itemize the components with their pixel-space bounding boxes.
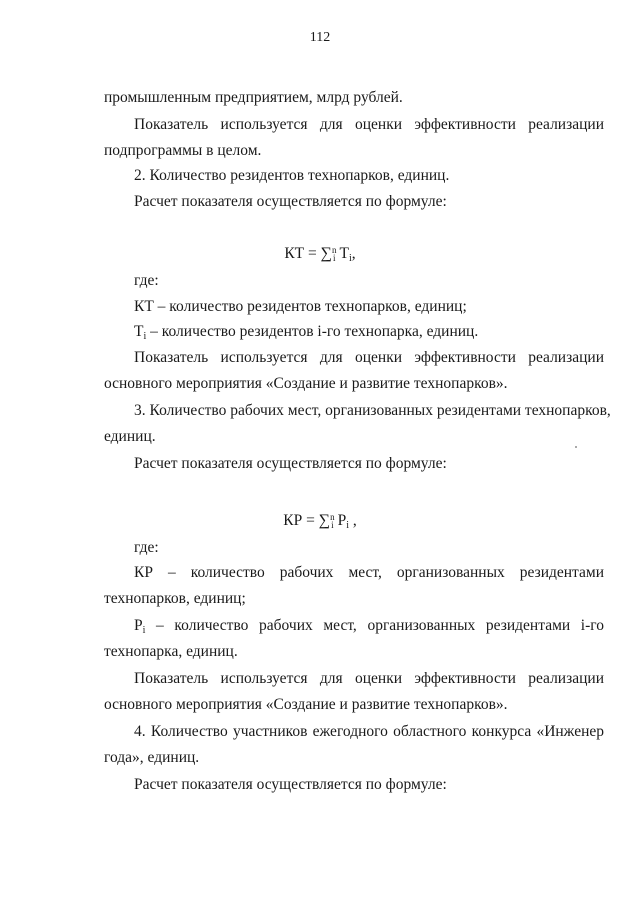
text-line: подпрограммы в целом. [104, 142, 262, 159]
text-line: Показатель используется для оценки эффективности реализации [134, 349, 604, 366]
text-line: КР – количество рабочих мест, организованных резидентами [134, 564, 604, 581]
text-line: технопарков, единиц; [104, 590, 246, 607]
sum-symbol: ∑ [320, 245, 333, 262]
section-heading: 3. Количество рабочих мест, организованных резидентами технопарков, [134, 402, 611, 419]
text-line: $T_i$ – количество резидентов i-го технопарка, единиц. [134, 323, 479, 342]
text-line: где: [134, 539, 159, 556]
scan-speck [575, 446, 577, 448]
text-line: единиц. [104, 428, 156, 445]
text-line: Расчет показателя осуществляется по формуле: [134, 455, 447, 472]
page-number: 112 [309, 30, 331, 45]
section-heading: 2. Количество резидентов технопарков, единиц. [134, 167, 450, 184]
text-line: $P_i$ – количество рабочих мест, организованных резидентами i-го [134, 617, 604, 636]
sum-symbol: ∑ [318, 512, 331, 529]
text-line: КТ – количество резидентов технопарков, единиц; [134, 298, 467, 315]
text-line: Показатель используется для оценки эффективности реализации [134, 670, 604, 687]
text-line: Расчет показателя осуществляется по формуле: [134, 776, 447, 793]
section-heading: 4. Количество участников ежегодного областного конкурса «Инженер [134, 723, 604, 740]
text-line: Расчет показателя осуществляется по формуле: [134, 193, 447, 210]
text-line: Показатель используется для оценки эффективности реализации [134, 116, 604, 133]
text-line: промышленным предприятием, млрд рублей. [104, 89, 403, 106]
text-line: основного мероприятия «Создание и развитие технопарков». [104, 696, 508, 713]
formula-kr: КР = ∑ n i $P_i$ , [283, 512, 357, 531]
formula-kt: КТ = ∑ n i $T_i$, [284, 245, 356, 264]
text-line: основного мероприятия «Создание и развитие технопарков». [104, 375, 508, 392]
text-line: где: [134, 272, 159, 289]
text-line: технопарка, единиц. [104, 643, 238, 660]
text-line: года», единиц. [104, 749, 200, 766]
